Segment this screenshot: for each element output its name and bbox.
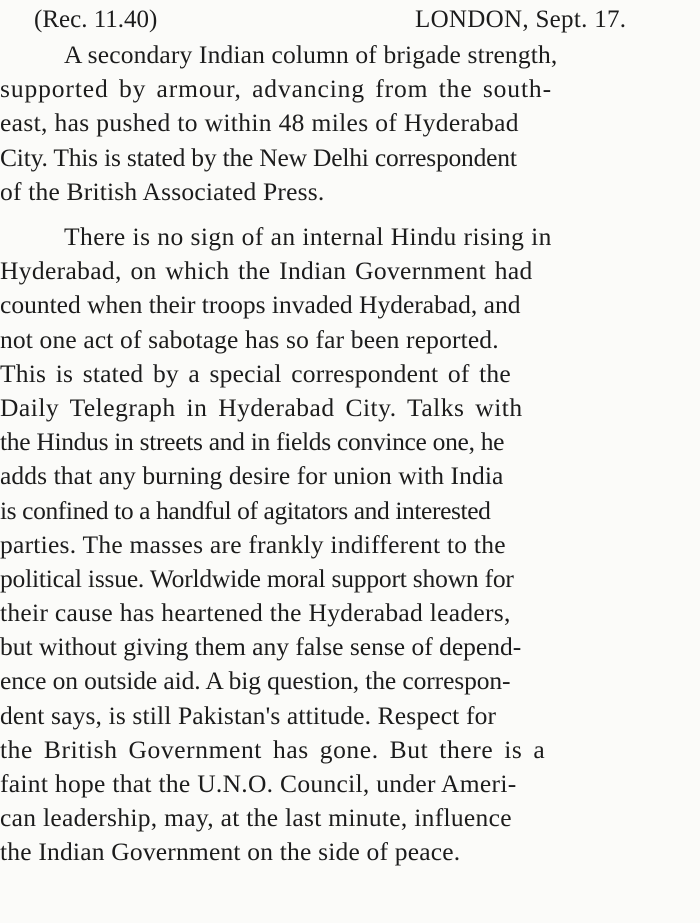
- text-line: A secondary Indian column of brigade strength,: [64, 40, 558, 69]
- text-line: faint hope that the U.N.O. Council, under Ameri-: [0, 769, 517, 798]
- text-line: but without giving them any false sense of depend-: [0, 632, 522, 662]
- text-line: This is stated by a special correspondent of the: [0, 358, 511, 388]
- text-line: political issue. Worldwide moral support shown for: [0, 563, 514, 593]
- text-line: parties. The masses are frankly indifferent to the: [0, 529, 506, 559]
- text-line: their cause has heartened the Hyderabad leaders,: [0, 598, 511, 628]
- text-line: east, has pushed to within 48 miles of Hyderabad: [0, 108, 519, 138]
- text-line: Daily Telegraph in Hyderabad City. Talks with: [0, 392, 523, 422]
- text-line: not one act of sabotage has so far been reported.: [0, 324, 499, 354]
- text-line: dent says, is still Pakistan's attitude. Respect for: [0, 700, 497, 730]
- text-line: Hyderabad, on which the Indian Government had: [0, 256, 533, 286]
- text-line: adds that any burning desire for union with India: [0, 461, 504, 491]
- dateline-header: [0, 2, 700, 38]
- text-line: the Indian Government on the side of peace.: [0, 837, 461, 867]
- text-line: City. This is stated by the New Delhi correspondent: [0, 142, 517, 172]
- text-line: is confined to a handful of agitators and interested: [0, 495, 491, 525]
- text-line: of the British Associated Press.: [0, 176, 325, 206]
- paragraph-2: [0, 220, 700, 870]
- receipt-time: (Rec. 11.40): [34, 6, 158, 33]
- text-line: the British Government has gone. But there is a: [0, 734, 546, 764]
- text-line: ence on outside aid. A big question, the correspon-: [0, 666, 511, 696]
- text-line: can leadership, may, at the last minute, influence: [0, 803, 512, 833]
- place-date: LONDON, Sept. 17.: [415, 6, 627, 33]
- text-line: There is no sign of an internal Hindu rising in: [64, 222, 552, 251]
- text-line: the Hindus in streets and in fields convince one, he: [0, 427, 505, 457]
- text-line: supported by armour, advancing from the south-: [0, 74, 552, 104]
- paragraph-1: [0, 38, 700, 209]
- text-line: counted when their troops invaded Hyderabad, and: [0, 290, 521, 320]
